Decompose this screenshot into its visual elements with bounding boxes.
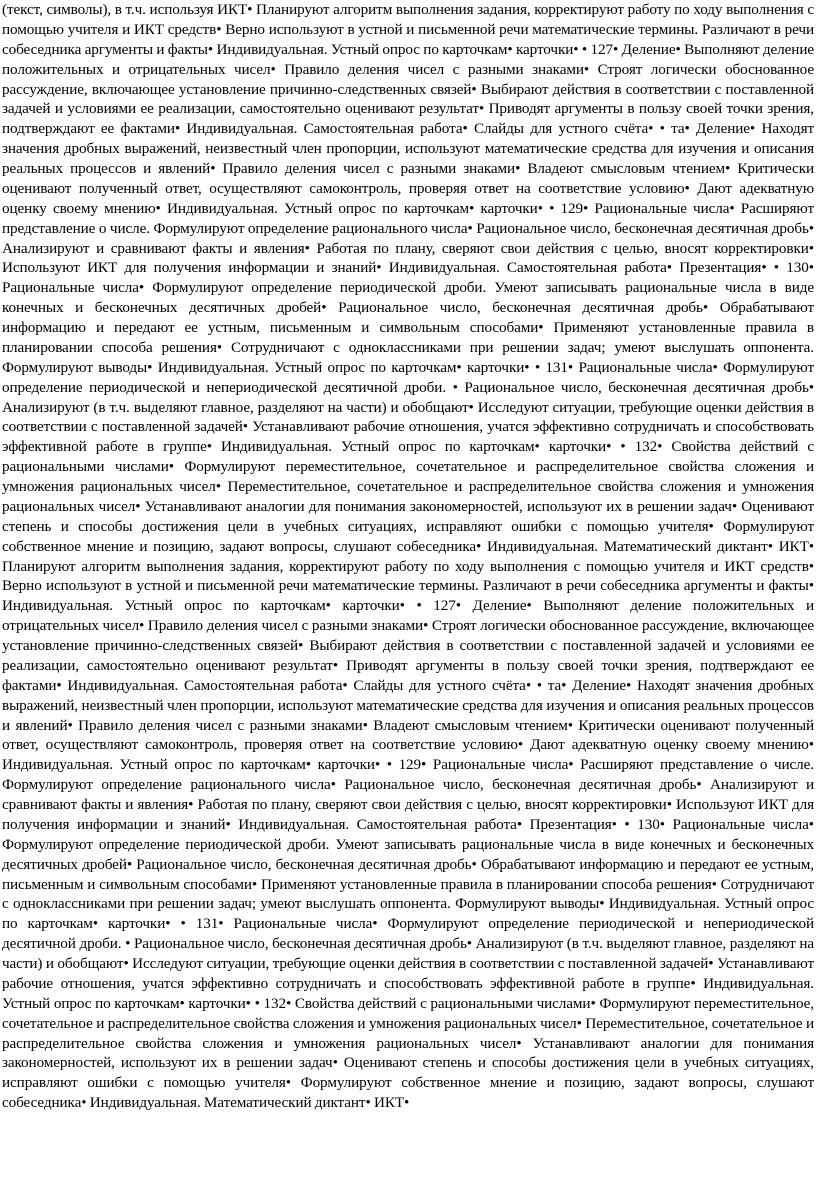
document-body-text: (текст, символы), в т.ч. используя ИКТ• Планируют алгоритм выполнения задания, корректируют работу по ходу выполнения с помощью учителя и ИКТ средств• Верно используют в устной и письменной речи математические термины. Различают в речи собеседника аргументы и факты• Индивидуальная. Устный опрос по карточкам• карточки• • 127• Деление• Выполняют деление положительных и отрицательных чисел• Правило деления чисел с разными знаками• Строят логически обоснованное рассуждение, включающее установление причинно-следственных связей• Выбирают действия в соответствии с поставленной задачей и условиями ее реализации, самостоятельно оценивают результат• Приводят аргументы в пользу своей точки зрения, подтверждают ее фактами• Индивидуальная. Самостоятельная работа• Слайды для устного счёта• • та• Деление• Находят значения дробных выражений, неизвестный член пропорции, используют математические средства для изучения и описания реальных процессов и явлений• Правило деления чисел с разными знаками• Владеют смысловым чтением• Критически оценивают полученный ответ, осуществляют самоконтроль, проверяя ответ на соответствие условию• Дают адекватную оценку своему мнению• Индивидуальная. Устный опрос по карточкам• карточки• • 129• Рациональные числа• Расширяют представление о числе. Формулируют определение рационального числа• Рациональное число, бесконечная десятичная дробь• Анализируют и сравнивают факты и явления• Работая по плану, сверяют свои действия с целью, вносят корректировки• Используют ИКТ для получения информации и знаний• Индивидуальная. Самостоятельная работа• Презентация• • 130• Рациональные числа• Формулируют определение периодической дроби. Умеют записывать рациональные числа в виде конечных и бесконечных десятичных дробей• Рациональное число, бесконечная десятичная дробь• Обрабатывают информацию и передают ее устным, письменным и символьным способами• Применяют установленные правила в планировании способа решения• Сотрудничают с одноклассниками при решении задач; умеют выслушать оппонента. Формулируют выводы• Индивидуальная. Устный опрос по карточкам• карточки• • 131• Рациональные числа• Формулируют определение периодической и непериодической десятичной дроби. • Рациональное число, бесконечная десятичная дробь• Анализируют (в т.ч. выделяют главное, разделяют на части) и обобщают• Исследуют ситуации, требующие оценки действия в соответствии с поставленной задачей• Устанавливают рабочие отношения, учатся эффективно сотрудничать и способствовать эффективной работе в группе• Индивидуальная. Устный опрос по карточкам• карточки• • 132• Свойства действий с рациональными числами• Формулируют переместительное, сочетательное и распределительное свойства сложения и умножения рациональных чисел• Переместительное, сочетательное и распределительное свойства сложения и умножения рациональных чисел• Устанавливают аналогии для понимания закономерностей, используют их в решении задач• Оценивают степень и способы достижения цели в учебных ситуациях, исправляют ошибки с помощью учителя• Формулируют собственное мнение и позицию, задают вопросы, слушают собеседника• Индивидуальная. Математический диктант• ИКТ• Планируют алгоритм выполнения задания, корректируют работу по ходу выполнения с помощью учителя и ИКТ средств• Верно используют в устной и письменной речи математические термины. Различают в речи собеседника аргументы и факты• Индивидуальная. Устный опрос по карточкам• карточки• • 127• Деление• Выполняют деление положительных и отрицательных чисел• Правило деления чисел с разными знаками• Строят логически обоснованное рассуждение, включающее установление причинно-следственных связей• Выбирают действия в соответствии с поставленной задачей и условиями ее реализации, самостоятельно оценивают результат• Приводят аргументы в пользу своей точки зрения, подтверждают ее фактами• Индивидуальная. Самостоятельная работа• Слайды для устного счёта• • та• Деление• Находят значения дробных выражений, неизвестный член пропорции, используют математические средства для изучения и описания реальных процессов и явлений• Правило деления чисел с разными знаками• Владеют смысловым чтением• Критически оценивают полученный ответ, осуществляют самоконтроль, проверяя ответ на соответствие условию• Дают адекватную оценку своему мнению• Индивидуальная. Устный опрос по карточкам• карточки• • 129• Рациональные числа• Расширяют представление о числе. Формулируют определение рационального числа• Рациональное число, бесконечная десятичная дробь• Анализируют и сравнивают факты и явления• Работая по плану, сверяют свои действия с целью, вносят корректировки• Используют ИКТ для получения информации и знаний• Индивидуальная. Самостоятельная работа• Презентация• • 130• Рациональные числа• Формулируют определение периодической дроби. Умеют записывать рациональные числа в виде конечных и бесконечных десятичных дробей• Рациональное число, бесконечная десятичная дробь• Обрабатывают информацию и передают ее устным, письменным и символьным способами• Применяют установленные правила в планировании способа решения• Сотрудничают с одноклассниками при решении задач; умеют выслушать оппонента. Формулируют выводы• Индивидуальная. Устный опрос по карточкам• карточки• • 131• Рациональные числа• Формулируют определение периодической и непериодической десятичной дроби. • Рациональное число, бесконечная десятичная дробь• Анализируют (в т.ч. выделяют главное, разделяют на части) и обобщают• Исследуют ситуации, требующие оценки действия в соответствии с поставленной задачей• Устанавливают рабочие отношения, учатся эффективно сотрудничать и способствовать эффективной работе в группе• Индивидуальная. Устный опрос по карточкам• карточки• • 132• Свойства действий с рациональными числами• Формулируют переместительное, сочетательное и распределительное свойства сложения и умножения рациональных чисел• Переместительное, сочетательное и распределительное свойства сложения и умножения рациональных чисел• Устанавливают аналогии для понимания закономерностей, используют их в решении задач• Оценивают степень и способы достижения цели в учебных ситуациях, исправляют ошибки с помощью учителя• Формулируют собственное мнение и позицию, задают вопросы, слушают собеседника• Индивидуальная. Математический диктант• ИКТ• [2,1,814,1112]
